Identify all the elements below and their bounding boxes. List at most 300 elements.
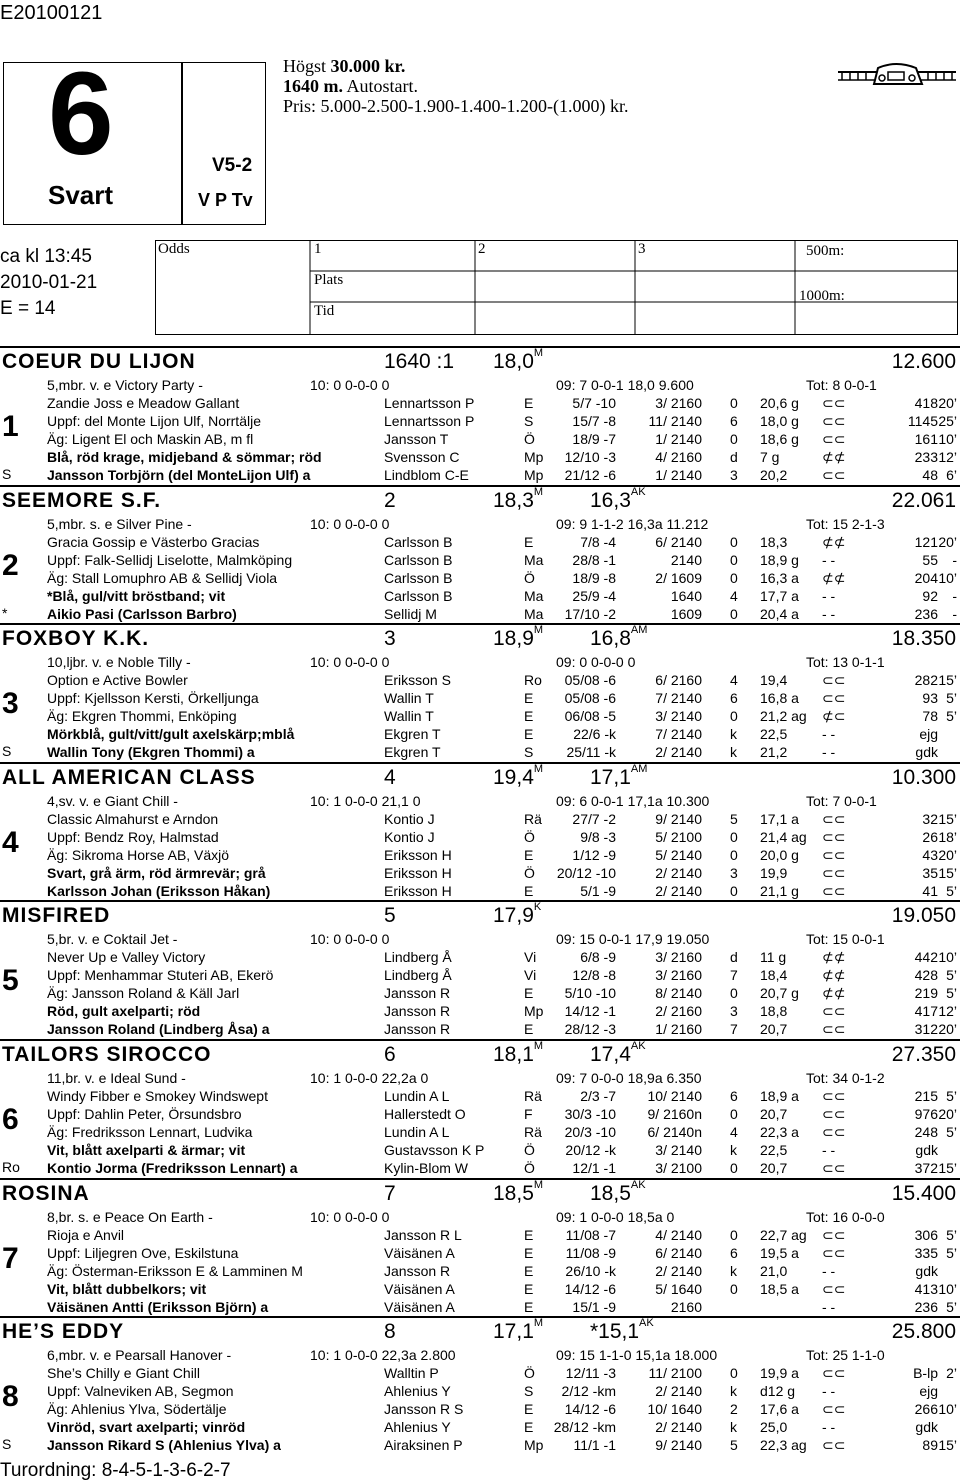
shoe-mark: Ro <box>2 1159 20 1175</box>
history-cell: 7/ 2140 <box>655 726 702 743</box>
stats-cell: Tot: 25 1-1-0 <box>806 1347 885 1364</box>
horse-name: ROSINA <box>2 1181 90 1205</box>
history-row <box>0 1159 960 1177</box>
history-cell: 14/12 -6 <box>564 1401 616 1418</box>
history-cell: ⊂⊂ <box>822 882 846 899</box>
history-cell: 0 <box>730 708 738 725</box>
history-cell: Ö <box>524 1160 535 1176</box>
history-cell: Lundin A L <box>384 1088 450 1104</box>
history-cell: gdk <box>915 1419 938 1436</box>
history-cell: 15/1 -9 <box>572 1298 616 1315</box>
history-cell: 16,8 a <box>760 690 799 707</box>
history-cell: Väisänen A <box>384 1298 455 1315</box>
history-cell: Mp <box>524 1003 544 1020</box>
history-row <box>0 1418 960 1436</box>
history-cell: 6 <box>730 690 738 707</box>
history-cell: 0 <box>730 605 738 622</box>
history-cell: 5’ <box>946 967 957 984</box>
start-position: 2 <box>384 488 396 512</box>
history-cell: Eriksson S <box>384 672 451 689</box>
history-cell: 10’ <box>938 569 957 586</box>
stats-cell: 10,ljbr. v. e Noble Tilly - <box>47 654 191 671</box>
col2-label: 2 <box>478 241 486 257</box>
record-value: 17,9 <box>493 904 534 928</box>
history-cell: Uppf: Valneviken AB, Segmon <box>47 1383 234 1400</box>
post-number: 1 <box>2 410 19 443</box>
history-cell: ⊂⊂ <box>822 1401 846 1418</box>
history-cell: Lindberg Å <box>384 967 452 984</box>
history-row <box>0 1298 960 1316</box>
history-cell: Wallin Tony (Ekgren Thommi) a <box>47 744 255 761</box>
record-suffix: M <box>533 1040 544 1052</box>
history-cell: Airaksinen P <box>384 1437 463 1454</box>
history-cell: 20/12 -k <box>565 1142 616 1158</box>
horse-entry <box>0 623 960 761</box>
history-cell: Vit, blått axelparti & ärmar; vit <box>47 1142 246 1158</box>
stats-cell: Tot: 34 0-1-2 <box>806 1070 885 1086</box>
history-cell: 06/08 -5 <box>564 708 616 725</box>
history-cell: Uppf: Liljegren Ove, Eskilstuna <box>47 1244 239 1261</box>
stats-cell: Tot: 15 2-1-3 <box>806 515 885 532</box>
history-cell: Äg: Ekgren Thommi, Enköping <box>47 708 237 725</box>
horse-name: ALL AMERICAN CLASS <box>2 765 256 789</box>
stats-cell: 09: 9 1-1-2 16,3a 11.212 <box>556 515 709 532</box>
history-cell: ⊄⊄ <box>822 967 846 984</box>
history-cell: 5’ <box>946 690 957 707</box>
stats-cell: 10: 1 0-0-0 22,2a 0 <box>310 1070 429 1086</box>
history-cell: Eriksson H <box>384 846 452 863</box>
history-cell: Vinröd, svart axelparti; vinröd <box>47 1419 246 1436</box>
record-auto-value: 17,1 <box>590 765 631 789</box>
history-cell: 5/ 1640 <box>655 1280 702 1297</box>
tid-label: Tid <box>314 303 335 319</box>
history-cell: Jansson R <box>384 1021 451 1038</box>
history-cell: 5’ <box>946 708 957 725</box>
history-cell: 05/08 -6 <box>564 672 616 689</box>
history-cell: Option e Active Bowler <box>47 672 188 689</box>
record-auto-value: 16,3 <box>590 488 631 512</box>
history-cell: - - <box>822 1419 836 1436</box>
history-cell: 20,7 <box>760 1021 788 1038</box>
history-cell: 32 <box>922 810 938 827</box>
history-row <box>0 569 960 587</box>
divider <box>0 1178 960 1180</box>
stats-cell: 10: 0 0-0-0 0 <box>310 377 390 393</box>
history-cell: 5’ <box>946 1088 957 1104</box>
total-prize: 12.600 <box>891 350 956 373</box>
history-cell: 6/ 2140n <box>647 1124 702 1140</box>
record-suffix: M <box>533 624 544 637</box>
total-prize: 19.050 <box>891 904 956 928</box>
odds-label: Odds <box>158 241 190 257</box>
stats-row <box>0 376 960 394</box>
history-cell: 1/ 2140 <box>655 431 702 447</box>
history-cell: Jansson R <box>384 985 451 1002</box>
post-number: 6 <box>2 1103 19 1136</box>
history-cell: 11/08 -7 <box>565 1226 616 1243</box>
post-number: 2 <box>2 548 19 582</box>
history-cell: - - <box>822 587 836 604</box>
history-cell: Eriksson H <box>384 864 452 881</box>
history-cell: ⊂⊂ <box>822 1160 846 1176</box>
history-cell: Vi <box>524 949 537 966</box>
col3-label: 3 <box>638 241 646 257</box>
history-cell: 43 <box>922 846 938 863</box>
stats-cell: 10: 0 0-0-0 0 <box>310 654 390 671</box>
history-cell: 12/11 -3 <box>565 1365 616 1382</box>
history-cell: Walltin P <box>384 1365 439 1382</box>
start-position: 6 <box>384 1043 396 1066</box>
history-cell: Mp <box>524 1437 544 1454</box>
history-cell: 10’ <box>938 431 957 447</box>
stats-cell: Tot: 13 0-1-1 <box>806 654 885 671</box>
record-value: 18,0 <box>493 350 534 373</box>
history-cell: 5’ <box>946 985 957 1002</box>
history-cell: 306 <box>914 1226 938 1243</box>
history-cell: 22,5 <box>760 1142 788 1158</box>
history-row <box>0 1141 960 1159</box>
history-cell: 15’ <box>938 1437 957 1454</box>
history-cell: ⊂⊂ <box>822 672 846 689</box>
history-cell: Äg: Ligent El och Maskin AB, m fl <box>47 431 254 447</box>
history-cell: ⊂⊂ <box>822 810 846 827</box>
history-cell: 5/10 -10 <box>564 985 616 1002</box>
history-cell: ⊂⊂ <box>822 1226 846 1243</box>
history-cell: Väisänen Antti (Eriksson Björn) a <box>47 1298 269 1315</box>
stats-cell: 09: 7 0-0-1 18,0 9.600 <box>556 377 694 393</box>
history-cell: E <box>524 1419 534 1436</box>
history-row <box>0 828 960 846</box>
history-row <box>0 1244 960 1262</box>
history-cell: 89 <box>922 1437 938 1454</box>
history-cell: Röd, gult axelparti; röd <box>47 1003 201 1020</box>
divider <box>0 1316 960 1318</box>
history-cell: gdk <box>915 1142 938 1158</box>
history-cell: 1/ 2140 <box>655 467 702 483</box>
history-cell: 20,4 a <box>760 605 799 622</box>
record-auto-suffix: AM <box>630 762 648 775</box>
history-cell: 2/ 2140 <box>655 1262 702 1279</box>
history-cell: 14/12 -6 <box>564 1280 616 1297</box>
history-row <box>0 1226 960 1244</box>
stats-cell: Tot: 7 0-0-1 <box>806 792 877 809</box>
history-cell: 233 <box>914 449 938 465</box>
horse-entry <box>0 1039 960 1177</box>
history-cell: 5/ 2140 <box>655 846 702 863</box>
history-row <box>0 1020 960 1038</box>
history-cell: Vi <box>524 967 537 984</box>
history-cell: 10/ 2140 <box>647 1088 702 1104</box>
history-cell: 0 <box>730 551 738 568</box>
history-cell: 18,5 a <box>760 1280 799 1297</box>
history-cell: 2/ 2140 <box>655 864 702 881</box>
history-cell: 5’ <box>946 1226 957 1243</box>
game-codes: V P Tv <box>198 190 253 210</box>
history-row <box>0 948 960 966</box>
history-cell: 10/ 1640 <box>647 1401 702 1418</box>
history-cell: Ekgren T <box>384 726 441 743</box>
history-cell: ⊂⊂ <box>822 1088 846 1104</box>
record-suffix: M <box>533 485 544 498</box>
history-cell: 2160 <box>670 1298 702 1315</box>
history-cell: 20’ <box>938 395 957 411</box>
history-cell: 1/ 2160 <box>655 1021 702 1038</box>
history-cell: 372 <box>914 1160 938 1176</box>
history-cell: ⊂⊂ <box>822 690 846 707</box>
history-cell: 18,6 g <box>760 431 799 447</box>
history-cell: 0 <box>730 828 738 845</box>
history-cell: 22,3 a <box>760 1124 799 1140</box>
record-suffix: M <box>533 1178 544 1191</box>
history-cell: E <box>524 708 534 725</box>
history-cell: 20,0 g <box>760 846 799 863</box>
history-cell: - <box>952 587 957 604</box>
history-cell: Väisänen A <box>384 1244 455 1261</box>
history-cell: 28/12 -km <box>553 1419 616 1436</box>
history-cell: E <box>524 1280 534 1297</box>
history-cell: 0 <box>730 1365 738 1382</box>
history-cell: 5’ <box>946 1244 957 1261</box>
history-cell: k <box>730 744 737 761</box>
history-cell: Jansson R <box>384 1262 451 1279</box>
history-cell: Aikio Pasi (Carlsson Barbro) <box>47 605 237 622</box>
history-cell: 30/3 -10 <box>564 1106 616 1122</box>
history-cell: 20/12 -10 <box>556 864 616 881</box>
history-cell: Hallerstedt O <box>384 1106 466 1122</box>
e-value: E = 14 <box>0 298 56 319</box>
history-cell: Rä <box>524 810 542 827</box>
history-cell: 25/11 -k <box>566 744 616 761</box>
history-cell: 18,9 a <box>760 1088 799 1104</box>
history-cell: 0 <box>730 395 738 411</box>
record-auto-suffix: AK <box>630 485 646 498</box>
history-cell: ⊄⊄ <box>822 985 846 1002</box>
history-row <box>0 725 960 743</box>
history-cell: 282 <box>914 672 938 689</box>
history-cell: ⊄⊄ <box>822 949 846 966</box>
history-cell: Uppf: del Monte Lijon Ulf, Norrtälje <box>47 413 261 429</box>
history-cell: 4 <box>730 587 738 604</box>
history-cell: 2/ 2160 <box>655 1003 702 1020</box>
history-cell: 41 <box>922 882 938 899</box>
history-row <box>0 1087 960 1105</box>
record <box>493 1178 544 1206</box>
m1000-label: 1000m: <box>799 288 845 304</box>
start-position: 7 <box>384 1181 396 1205</box>
stats-cell: 10: 0 0-0-0 0 <box>310 1208 390 1225</box>
history-cell: 15’ <box>938 864 957 881</box>
horse-name: MISFIRED <box>2 904 111 928</box>
history-cell: 25’ <box>938 413 957 429</box>
history-cell: 1145 <box>907 413 938 429</box>
history-cell: 417 <box>914 1003 938 1020</box>
history-cell: 5 <box>730 1437 738 1454</box>
horse-entry <box>0 900 960 1038</box>
shoe-mark: S <box>2 1436 12 1453</box>
history-cell: 6/8 -9 <box>580 949 616 966</box>
history-cell: ejg <box>919 726 938 743</box>
history-cell: 18,4 <box>760 967 788 984</box>
history-cell: - - <box>822 1262 836 1279</box>
history-cell: 6 <box>730 1088 738 1104</box>
history-cell: Ekgren T <box>384 744 441 761</box>
history-cell: Ö <box>524 1142 535 1158</box>
history-cell: 976 <box>914 1106 938 1122</box>
history-cell: 10’ <box>938 1401 957 1418</box>
document-id: E20100121 <box>0 2 103 24</box>
stats-row <box>0 792 960 810</box>
history-cell: - - <box>822 1383 836 1400</box>
start-position: 3 <box>384 627 396 651</box>
history-cell: E <box>524 1244 534 1261</box>
horse-name: COEUR DU LIJON <box>2 350 196 373</box>
record-suffix: K <box>533 901 542 914</box>
history-cell: 11/ 2140 <box>648 413 702 429</box>
history-cell: 16,3 a <box>760 569 799 586</box>
history-row <box>0 882 960 900</box>
history-cell: d <box>730 449 738 465</box>
post-number: 7 <box>2 1241 19 1275</box>
history-cell: Äg: Fredriksson Lennart, Ludvika <box>47 1124 253 1140</box>
history-cell: 2/ 2140 <box>655 882 702 899</box>
history-cell: 5 <box>730 810 738 827</box>
history-cell: 78 <box>922 708 938 725</box>
history-row <box>0 689 960 707</box>
history-cell: 14/12 -1 <box>564 1003 616 1020</box>
history-cell: 21,0 <box>760 1262 788 1279</box>
history-cell: ⊂⊂ <box>822 1365 846 1382</box>
history-cell: ⊂⊂ <box>822 864 846 881</box>
history-cell: 428 <box>914 967 938 984</box>
stats-cell: 09: 7 0-0-0 18,9a 6.350 <box>556 1070 702 1086</box>
history-cell: 418 <box>914 395 938 411</box>
history-cell: 20’ <box>938 1106 957 1122</box>
divider <box>0 346 960 348</box>
history-cell: 5/ 2100 <box>655 828 702 845</box>
history-cell: Lindblom C-E <box>384 467 469 483</box>
history-cell: 161 <box>914 431 938 447</box>
horse-name: SEEMORE S.F. <box>2 488 162 512</box>
history-cell: 19,4 <box>760 672 788 689</box>
shoe-mark: S <box>2 466 12 482</box>
history-cell: E <box>524 1401 534 1418</box>
divider <box>0 900 960 902</box>
history-cell: 55 <box>922 551 938 568</box>
record-value: 18,9 <box>493 627 534 651</box>
history-cell: E <box>524 1298 534 1315</box>
stats-row <box>0 1069 960 1087</box>
history-cell: 05/08 -6 <box>564 690 616 707</box>
history-cell: 8/ 2140 <box>655 985 702 1002</box>
history-cell: 17,6 a <box>760 1401 799 1418</box>
history-cell: E <box>524 690 534 707</box>
history-cell: 7/8 -4 <box>580 533 616 550</box>
start-info <box>0 244 97 322</box>
history-cell: 6/ 2140 <box>655 1244 702 1261</box>
history-cell: Ö <box>524 1365 535 1382</box>
history-cell: 20’ <box>938 1021 957 1038</box>
history-cell: 121 <box>914 533 938 550</box>
car-start-icon <box>836 58 958 92</box>
history-cell: E <box>524 985 534 1002</box>
history-cell: 0 <box>730 533 738 550</box>
stats-row <box>0 930 960 948</box>
history-cell: 12’ <box>938 449 957 465</box>
record-value: 17,1 <box>493 1320 534 1344</box>
history-cell: 12/8 -8 <box>572 967 616 984</box>
history-cell: Carlsson B <box>384 551 453 568</box>
history-cell: 17,7 a <box>760 587 799 604</box>
history-row <box>0 810 960 828</box>
record-auto-value: *15,1 <box>590 1320 640 1344</box>
history-cell: - - <box>822 1298 836 1315</box>
history-cell: Uppf: Dahlin Peter, Örsundsbro <box>47 1106 242 1122</box>
history-cell: 4/ 2160 <box>655 449 702 465</box>
history-cell: 0 <box>730 846 738 863</box>
history-row <box>0 394 960 412</box>
history-row <box>0 1400 960 1418</box>
record-value: 18,3 <box>493 488 534 512</box>
history-cell: 35 <box>922 864 938 881</box>
shoe-mark: S <box>2 743 12 760</box>
history-cell: Jansson Torbjörn (del MonteLijon Ulf) a <box>47 467 311 483</box>
history-cell: 10’ <box>938 1280 957 1297</box>
start-method: Autostart. <box>346 76 419 96</box>
history-cell: E <box>524 846 534 863</box>
history-cell: 18,9 g <box>760 551 799 568</box>
history-cell: Jansson Roland (Lindberg Åsa) a <box>47 1021 270 1038</box>
history-cell: 442 <box>914 949 938 966</box>
history-cell: Kylin-Blom W <box>384 1160 469 1176</box>
history-cell: 93 <box>922 690 938 707</box>
stats-row <box>0 515 960 533</box>
history-cell: Jansson R S <box>384 1401 464 1418</box>
history-cell: Eriksson H <box>384 882 452 899</box>
history-cell: 2’ <box>946 1365 957 1382</box>
history-cell: 21,4 ag <box>760 828 807 845</box>
history-cell: 15’ <box>938 810 957 827</box>
history-cell: - - <box>822 744 836 761</box>
history-cell: Äg: Sikroma Horse AB, Växjö <box>47 846 230 863</box>
history-cell: S <box>524 1383 534 1400</box>
history-cell: d12 g <box>760 1383 796 1400</box>
start-position: 5 <box>384 904 396 928</box>
record-auto <box>590 485 646 513</box>
post-number: 8 <box>2 1380 19 1414</box>
history-cell: 18,3 <box>760 533 788 550</box>
record-auto-suffix: AK <box>630 1178 646 1191</box>
history-cell: 7 g <box>760 449 780 465</box>
history-cell: 20,6 g <box>760 395 799 411</box>
history-cell: Svart, grå ärm, röd ärmrevär; grå <box>47 864 266 881</box>
stats-cell: 5,mbr. s. e Silver Pine - <box>47 515 192 532</box>
record-auto-value: 16,8 <box>590 627 631 651</box>
history-cell: Windy Fibber e Smokey Windswept <box>47 1088 268 1104</box>
horse-entry <box>0 1178 960 1316</box>
history-cell: 15’ <box>938 1160 957 1176</box>
history-cell: - <box>952 605 957 622</box>
history-cell: 3/ 2140 <box>655 708 702 725</box>
history-cell: *Blå, gul/vitt bröstband; vit <box>47 587 226 604</box>
history-cell: 2/12 -km <box>561 1383 616 1400</box>
history-cell: 22,7 ag <box>760 1226 807 1243</box>
history-cell: 5/1 -9 <box>580 882 616 899</box>
history-cell: - - <box>822 605 836 622</box>
record-auto <box>590 624 648 651</box>
stats-cell: 5,br. v. e Coktail Jet - <box>47 931 178 948</box>
history-cell: 4/ 2140 <box>655 1226 702 1243</box>
history-cell: Ö <box>524 431 535 447</box>
